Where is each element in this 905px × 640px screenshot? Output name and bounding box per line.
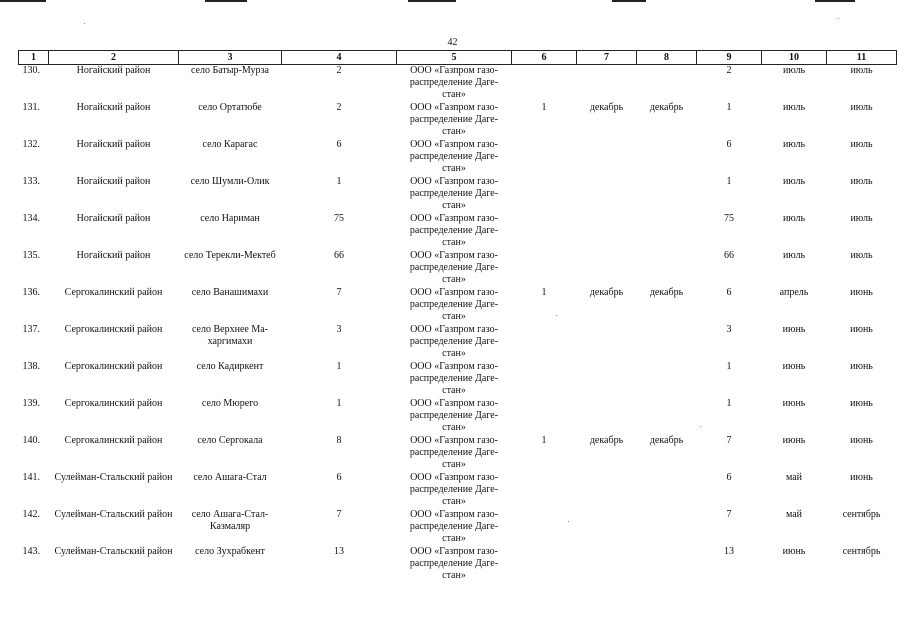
col7-cell [577,472,637,509]
settlement-cell: село Карагас [202,139,258,150]
gasification-schedule-table [18,50,897,583]
col8-cell [637,509,697,546]
col7-cell [577,250,637,287]
col9-cell: 1 [726,398,732,409]
col8-cell: декабрь [649,102,684,113]
scan-top-edge-marks [0,0,905,4]
col9-cell: 66 [724,250,734,261]
table-row [19,250,897,287]
table-row [19,435,897,472]
operator-cell: ООО «Газпром газо-распределение Даге-стан» [409,398,499,433]
operator-cell: ООО «Газпром газо-распределение Даге-стан» [409,546,499,581]
row-number: 139. [22,398,40,409]
col10-cell: июль [782,102,806,113]
col8-cell [637,176,697,213]
column-header: 8 [637,51,697,65]
row-number: 135. [22,250,40,261]
col10-cell: июнь [782,435,806,446]
col11-cell: июль [850,65,873,76]
col7-cell [577,398,637,435]
count-cell: 1 [336,176,342,187]
row-number: 142. [22,509,40,520]
col8-cell [637,139,697,176]
col7-cell [577,546,637,583]
col10-cell: июнь [782,361,806,372]
count-cell: 2 [336,102,342,113]
col6-cell [512,250,577,287]
col9-cell: 6 [726,472,732,483]
row-number: 131. [22,102,40,113]
col6-cell [512,176,577,213]
col10-cell: май [785,472,803,483]
count-cell: 2 [336,65,342,76]
col11-cell: июль [850,213,873,224]
col9-cell: 1 [726,102,732,113]
table-row [19,213,897,250]
col10-cell: июль [782,176,806,187]
settlement-cell: село Ванашимахи [191,287,269,298]
row-number: 133. [22,176,40,187]
col7-cell [577,65,637,103]
count-cell: 66 [334,250,344,261]
count-cell: 8 [336,435,342,446]
table-row [19,139,897,176]
col6-cell [512,546,577,583]
col10-cell: июнь [782,324,806,335]
col7-cell [577,213,637,250]
col8-cell [637,398,697,435]
column-header: 4 [282,51,397,65]
col11-cell: июнь [850,398,873,409]
table-row [19,287,897,324]
operator-cell: ООО «Газпром газо-распределение Даге-стан» [409,250,499,285]
col9-cell: 3 [726,324,732,335]
district-cell: Ногайский район [76,139,151,150]
col6-cell [512,472,577,509]
row-number: 140. [22,435,40,446]
scan-speck [568,521,569,522]
col9-cell: 1 [726,176,732,187]
district-cell: Сулейман-Стальский район [54,509,173,520]
operator-cell: ООО «Газпром газо-распределение Даге-стан» [409,176,499,211]
scan-speck [838,18,839,19]
col9-cell: 6 [726,287,732,298]
settlement-cell: село Зухрабкент [195,546,265,557]
row-number: 132. [22,139,40,150]
table-row [19,472,897,509]
row-number: 138. [22,361,40,372]
column-header: 1 [19,51,49,65]
col11-cell: сентябрь [842,509,881,520]
district-cell: Сергокалинский район [64,435,163,446]
col10-cell: май [785,509,803,520]
table-row [19,324,897,361]
table-row [19,509,897,546]
col8-cell [637,472,697,509]
operator-cell: ООО «Газпром газо-распределение Даге-стан» [409,213,499,248]
row-number: 141. [22,472,40,483]
district-cell: Сулейман-Стальский район [54,472,173,483]
col8-cell [637,213,697,250]
column-header: 2 [49,51,179,65]
col8-cell: декабрь [649,287,684,298]
column-header: 5 [397,51,512,65]
col11-cell: июнь [850,361,873,372]
col10-cell: июль [782,65,806,76]
operator-cell: ООО «Газпром газо-распределение Даге-стан» [409,435,499,470]
col6-cell [512,324,577,361]
settlement-cell: село Верхнее Ма-харгимахи [192,324,268,347]
table-row [19,176,897,213]
district-cell: Ногайский район [76,213,151,224]
table-row [19,398,897,435]
col6-cell [512,398,577,435]
settlement-cell: село Батыр-Мурза [191,65,269,76]
row-number: 130. [22,65,40,76]
operator-cell: ООО «Газпром газо-распределение Даге-стан» [409,102,499,137]
col7-cell [577,139,637,176]
col11-cell: сентябрь [842,546,881,557]
settlement-cell: село Сергокала [197,435,263,446]
count-cell: 1 [336,361,342,372]
row-number: 143. [22,546,40,557]
table-row [19,546,897,583]
district-cell: Сергокалинский район [64,324,163,335]
district-cell: Ногайский район [76,250,151,261]
column-header: 6 [512,51,577,65]
scan-speck [700,426,701,427]
operator-cell: ООО «Газпром газо-распределение Даге-стан» [409,65,499,100]
col10-cell: июль [782,213,806,224]
count-cell: 7 [336,287,342,298]
row-number: 136. [22,287,40,298]
col7-cell [577,176,637,213]
settlement-cell: село Кадиркент [196,361,264,372]
count-cell: 7 [336,509,342,520]
page-number: 42 [447,37,458,48]
col9-cell: 6 [726,139,732,150]
col9-cell: 7 [726,509,732,520]
column-header: 10 [762,51,827,65]
count-cell: 3 [336,324,342,335]
count-cell: 13 [334,546,344,557]
col8-cell [637,361,697,398]
col6-cell [512,139,577,176]
col9-cell: 7 [726,435,732,446]
table-row [19,361,897,398]
col6-cell: 1 [541,102,547,113]
col10-cell: апрель [779,287,809,298]
col9-cell: 2 [726,65,732,76]
district-cell: Сергокалинский район [64,287,163,298]
col11-cell: июль [850,250,873,261]
col8-cell [637,250,697,287]
col6-cell [512,509,577,546]
settlement-cell: село Ортатюбе [198,102,262,113]
settlement-cell: село Ашага-Стал-Казмаляр [191,509,269,532]
col6-cell: 1 [541,287,547,298]
col9-cell: 75 [724,213,734,224]
col10-cell: июнь [782,546,806,557]
col7-cell [577,361,637,398]
col7-cell [577,324,637,361]
col8-cell [637,546,697,583]
col7-cell: декабрь [589,287,624,298]
settlement-cell: село Нариман [200,213,260,224]
col7-cell [577,509,637,546]
column-header: 3 [179,51,282,65]
scan-speck [556,315,557,316]
col11-cell: июнь [850,324,873,335]
col11-cell: июль [850,176,873,187]
table-row [19,102,897,139]
col10-cell: июнь [782,398,806,409]
column-header: 9 [697,51,762,65]
col8-cell [637,65,697,103]
count-cell: 6 [336,139,342,150]
count-cell: 75 [334,213,344,224]
col6-cell [512,213,577,250]
col11-cell: июнь [850,287,873,298]
operator-cell: ООО «Газпром газо-распределение Даге-стан» [409,472,499,507]
col8-cell [637,324,697,361]
header-row [19,51,897,65]
col6-cell: 1 [541,435,547,446]
col6-cell [512,361,577,398]
count-cell: 6 [336,472,342,483]
district-cell: Ногайский район [76,65,151,76]
settlement-cell: село Ашага-Стал [193,472,267,483]
settlement-cell: село Мюрего [201,398,259,409]
district-cell: Сергокалинский район [64,361,163,372]
scan-speck [84,23,85,24]
col6-cell [512,65,577,103]
operator-cell: ООО «Газпром газо-распределение Даге-стан» [409,287,499,322]
operator-cell: ООО «Газпром газо-распределение Даге-стан» [409,324,499,359]
settlement-cell: село Терекли-Мектеб [184,250,276,261]
district-cell: Сулейман-Стальский район [54,546,173,557]
district-cell: Ногайский район [76,102,151,113]
district-cell: Сергокалинский район [64,398,163,409]
col7-cell: декабрь [589,435,624,446]
column-header: 11 [827,51,897,65]
col9-cell: 1 [726,361,732,372]
col9-cell: 13 [724,546,734,557]
col11-cell: июнь [850,435,873,446]
table-row [19,65,897,103]
operator-cell: ООО «Газпром газо-распределение Даге-стан» [409,361,499,396]
row-number: 134. [22,213,40,224]
col10-cell: июль [782,139,806,150]
settlement-cell: село Шумли-Олик [190,176,270,187]
operator-cell: ООО «Газпром газо-распределение Даге-стан» [409,139,499,174]
operator-cell: ООО «Газпром газо-распределение Даге-стан» [409,509,499,544]
col11-cell: июль [850,139,873,150]
count-cell: 1 [336,398,342,409]
col7-cell: декабрь [589,102,624,113]
col10-cell: июль [782,250,806,261]
col11-cell: июль [850,102,873,113]
col8-cell: декабрь [649,435,684,446]
district-cell: Ногайский район [76,176,151,187]
col11-cell: июнь [850,472,873,483]
row-number: 137. [22,324,40,335]
column-header: 7 [577,51,637,65]
